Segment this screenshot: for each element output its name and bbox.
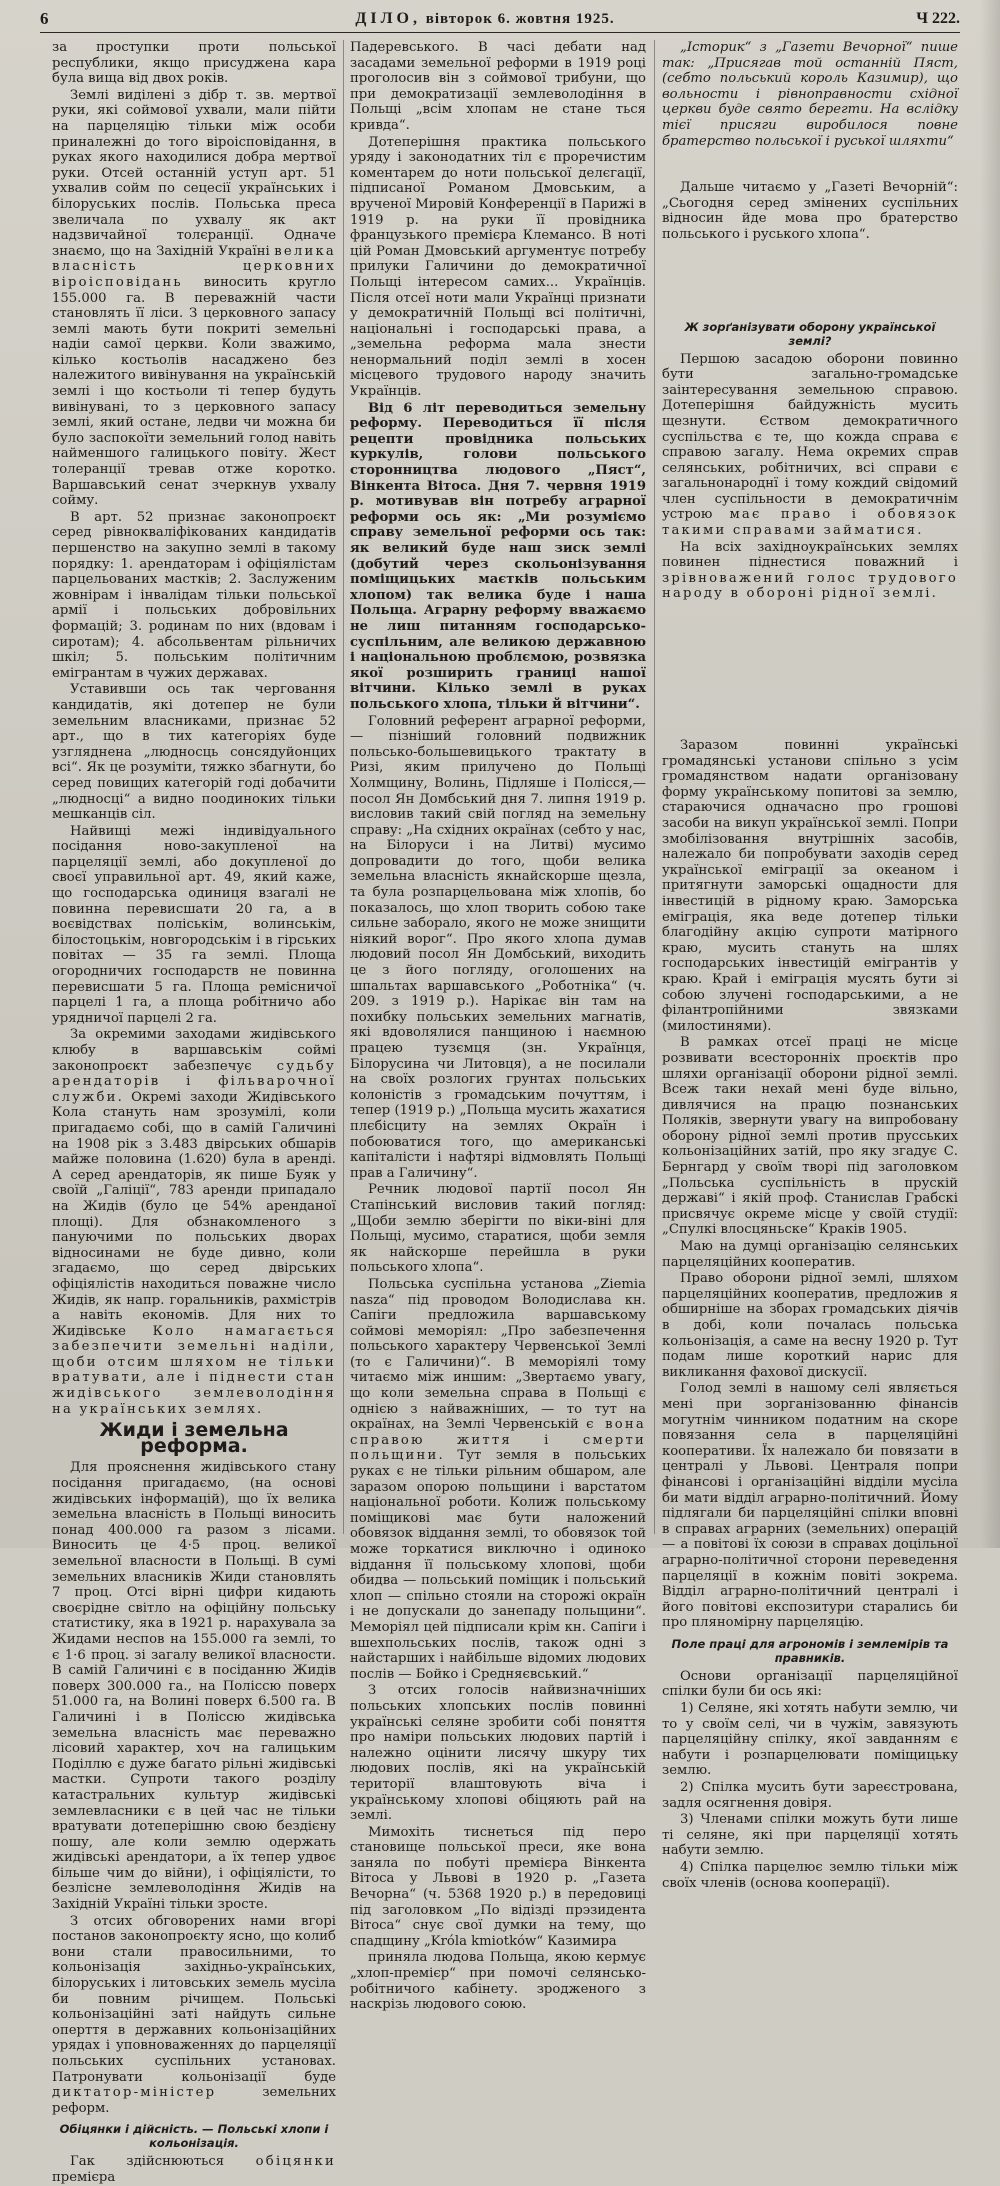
paragraph [662,540,958,602]
paragraph: Найвищі межі індивідуального посідання ново-закупленої на парцеляції землі, або докупленої до своєї управильнoї арт. 49, який каже, що господарська одиниця взагалі не повинна перевисшати 20 га, а в воєвідствах поліськім, волинськім, білостоцькім, новгородськім і в гірських повітах — 35 га землі. Площа огородничих господарств не повинна перевисшати 5 га. Площа ремісничої парцелі 1 га, а площа робітничо або урядничої парцелі 2 га. [52,823,336,1026]
text-run: На всіх західноукраїнських землях повинен піднестися поважний і [662,539,958,571]
list-item: 3) Членами спілки можуть бути лише ті селяне, які при парцеляції хотять набути землю. [662,1812,958,1859]
paragraph [52,88,336,509]
text-run: земельних реформ. [52,2085,336,2116]
spaced-emphasis: має право і обовязок такими справами займатися. [662,507,958,539]
paragraph: Від 6 літ переводиться земельну реформу. Переводиться її після рецепти провідника польських куркулів, голови польського сторонництва людового „Пяст“, Вінкента Вітоса. Дня 7. червня 1919 р. мотивував він потребу аграрної реформи ось як: „Ми розуміємо справу земельної реформи ось так: як великий буде наш зиск землі (добутий через скольонізування поміщицьких маєтків польським хлопом) так велика буде і наша Польща. Аграрну реформу вважаємо не лиш питанням господарсько-суспільним, але великою державною і національною проблємою, розвязка якої розширить границі нашої вітчини. Кілько землі в руках польського хлопа, тільки й вітчини“. [350,400,646,712]
paragraph [52,2154,336,2185]
text-run: . Окремі заходи Жидівського Кола стануть нам зрозумілі, коли пригадаємо собі, що в самій Галичині на 1908 рік з 3.483 двірських обшарів майже половина (1.620) була в аренді. А серед арендаторів, як пише Буяк у своїй „Галіції“, 783 аренди припадало на Жидів (було це 54% аренданої площі). Для обзнакомленого з пануючими по польських дворах відносинами не буде дивно, коли згадаємо, що серед двірських офіціялістів находиться поважне число Жидів, як напр. горальників, рахмістрів а навіть економів. Для них то Жидівське [52,1089,336,1339]
paragraph: за простyпки проти польської республики, якщо присуджена кара була вища від двох років. [52,40,336,87]
text-run: премієра [52,2169,116,2185]
spaced-emphasis: Коло намагається забезпечити земельні надiли, щоби отсим шляхом не тільки вратувати, але і піднести стан жидівського землеволодіння на українських землях. [52,1323,336,1417]
paragraph [662,352,958,539]
column-3 [662,40,958,1891]
paragraph: Речник людової партії посол Ян Стапінський висловив такий погляд: „Щоби землю зберігти по віки-віні для Польщі, мусимо, старатися, щоби земля як найскорше перейшла в руки польського хлопа“. [350,1182,646,1276]
subheading: Обіцянки і дійсність. — Польські хлопи і кольонізація. [59,2122,329,2151]
spaced-emphasis: велика власність церковних віроісповідань [52,243,336,290]
paragraph: Мимохіть тиснеться під перо становище польської преси, яке вона заняла по побуті премієра Вінкента Вітоса у Львові в 1920 р. „Газета Вечорна“ (ч. 5368 1920 р.) в передовиці під заголовком „По відізді прэзидента Вітоса“ снує свої думки на тему, що спадщину „Króla kmiotków“ Казимира [350,1824,646,1949]
text-run: виносить круглo 155.000 га. В переважній части становлять її ліси. З церковного запасу землі мають бути покриті земельні надіи самої церкви. Коли зважимо, кілько костьолів насаджено без належитого вивінування на українській землі і що костьоли ті тепер будуть вивінувані, то з церковного запасу землі, який остане, ледви чи можна би було заспокоїти земельний голод навіть найменшого галицького повіту. Жест толеранції тревав отже коротко. Варшавський сенат зчеркнув ухвалу сойму. [52,274,336,509]
text-run: Землі виділені з дібр т. зв. мертвої руки, які соймової ухвали, мали пійти на парцеляцію тільки між особи приналежні до того віроісповідання, в руках якого находилися добра мертвої руки. Отсей останній уступ арт. 51 ухвалив сойм по сецесії українських і білоруських послів. Польська преса звеличала по ухвалу як акт надзвичайної толєранції. Одначе знаємо, що на Західній Україні [52,87,336,259]
paragraph [350,1277,646,1682]
quote-paragraph: „Історик“ з „Газети Вечорної“ пише так: „Присягав той останній Пяст, (себто польський король Казимир), що вольности і рівноправности східної церкви буде свято берегти. На вслідку тієї присяги виробилося повне братерство польської і руської шляхти“ [662,40,958,149]
blank-space [662,603,958,738]
spaced-emphasis: зрівноважений голос трудового народу в обороні рідної землі. [662,570,958,602]
text-run: З отсих обговорених нами вгорі постанов законопроєкту ясно, що колиб вони стали правосильними, то кольонізація західньо-українських, білоруських і литовських земель мусіла би повним річищем. Польські кольонізаційні заті найдуть сильне оперття в державних кольонізаційних урядах і уповноваженнях до парцеляції польських суспільних установах. Патронувати кольонізації буде [52,1913,336,2085]
paragraph: Дотеперішня практика польського уряду і законодатних тіл є прoречистим коментарем до ноти польської делєгації, підписаної Романом Дмовським, а врученої Мировій Конференції в Парижі в 1919 р. на руки її провідника французького премієра Клемансо. В ноті цій Роман Дмовський аргументує потребу прилуки Галичини до демократичної Польщі інтересом самих... Українців. Після отсеї ноти мали Українці признати у демократичній Польщі всі політичні, національні і господарські права, а „земельна реформа мала знести ненормальний поділ землі в хосен місцевого трудового народу значить Українців. [350,134,646,400]
list-item: 4) Спілка парцелює землю тільки між своїх членів (основа кооперації). [662,1860,958,1891]
text-run: За окремими заходами жидівського клюбу в варшавськім соймі законопроєкт забезпечує [52,1027,336,1074]
paragraph: Голод землі в нашому селі являється мені при зорганізованню фінансів могутнім чинником податним на скоре повязання села в парцеляційні кооперативи. Їх належало би повязати в централі у Львові. Централя попри фінансові і організаційні відділи мусіла би мати відділ аграрно-політичний. Йому підлягали би парцеляційні спілки вповні в справах аграрних (земельних) операцій — а повітові їх союзи в справах доцільної аграрно-політичної сторони переведення парцеляції в кожнім повіті зокрема. Відділ аграрно-політичний централі і його повітові експозитури старались би про пляномірну парцеляцію. [662,1381,958,1631]
newspaper-name: ДІЛО, [355,10,421,27]
issue-date: вівторок 6. жовтня 1925. [425,11,615,27]
paragraph [52,1027,336,1417]
spaced-emphasis: диктатор-міністер [52,2085,217,2101]
paragraph: Головний референт аграрної реформи, — пізніший головний подвижник польсько-большевицького трактату в Ризі, яким прилучено до Польщі Холмщину, Волинь, Підляше і Полісся,—посол Ян Домбський дня 7. липня 1919 р. висловив такий свій погляд на земельну справу: „На східних окраїнах (себто у нас, на Білоруси і на Литві) мусимо допровадити до того, щоби велика земельна власність якнайскорше щезла, та була розпарцельована між хлопів, бо показалось, що хлоп творить собою таке сильне заборало, якого не може знищити ніякий ворог“. Про якого хлопа думав людовий посол Ян Домбський, виходить це з його погляду, оголошених на шпальтах варшавського „Роботніка“ (ч. 209. з 1919 р.). Нарікає він там на похибку польських земельних магнатів, які вдоволялися панщиною і наємною працею тузємця (зн. Українця, Білорусина чи Литовця), а не посилали на своїх розлогих грунтах польських колоністів з громадським почуттям, і тепер (1919 р.) „Польща мусить жахатися плєбісциту на землях Окраїн і побоюватися того, що американські капіталісти і нафтярі відмовлять Польщі прав а Галичину“. [350,713,646,1181]
paragraph: Уставивши ось так черговання кандидатів, які дотепер не були земельним власниками, признає 52 арт., що в тих категоріях буде узгляднена „людносць сонсядуйонцих всі“. Як це розуміти, тяжко збагнути, бо серед повищих категорій годі добачити „людносці“ а видно поодиноких тільки мешканців сіл. [52,682,336,823]
list-item: 2) Спілка мусить бути зареєстрована, задля осягнення довіря. [662,1780,958,1811]
paragraph: Право оборони рідної землі, шляхом парцеляційних кооператив, предложив я обширніше на зборах громадських діячів в добі, коли почалась польська кольонізація, а саме на весну 1920 р. Тут подам лише короткий нарис для викликання фахової дискусії. [662,1271,958,1380]
spaced-emphasis: обіцянки [255,2154,336,2170]
spacer [662,244,958,314]
masthead-center [80,10,890,28]
column-1 [52,40,336,2185]
section-heading: Жиди і земельна реформа. [99,1419,289,1457]
spacer [662,150,958,180]
page-edge-shadow [980,0,1000,1548]
list-item: 1) Селяне, які хотять набути землю, чи то у своїм селі, чи в чужім, завязують парцеляційну спілку, якої завданням є набути і розпарцелювати поміщицьку землю. [662,1701,958,1779]
paragraph: Заразом повинні українські громадянські установи спільно з усім громадянством надати організовану форму українському попитові за землю, старaючися одначасно про грошові засоби на викуп української землі. Попри змобілізовання внутрішніх засобів, належало би попробувати заходів серед української еміграції за океаном і притягнути заморські ощадности для інвестицій в рідному краю. Заморська еміграція, яка веде дотепер тільки благодійну акцію супроти матірного краю, мусить стануть на шлях господарських інвестицій емігрантів у краю. Край і еміграція мусять бути зі собою злучені господарськими, а не філантропійними звязками (милостинями). [662,738,958,1034]
page-number: 6 [40,9,49,28]
subheading: Ж зорґанізувати оборону української землі? [684,319,936,348]
text-run: Польська суспільна установа „Ziemia nasza“ під проводом Володислава кн. Сапіги предложила варшавському соймові меморіял: „Про забезпечення польського характеру Червенської Землі (то є Галичини)“. В меморіялі тому читаємо між иншим: „Звертаємо увагу, що коли земельна справа в Польщі є однією з найважніших, — то тут на окраїнах, на Землі Червенській [350,1276,646,1433]
paragraph: Для прояснення жидівського стану посідання пригадаємо, (на основі жидівських інформацій), що їх велика земельна власність в Польщі виносить понад 400.000 га разом з лісами. Виносить це 4·5 проц. великої земельної власности в Польщі. В сумі земельних власників Жиди становлять 7 проц. Отсі вірні цифри кидають своєрідне світло на офіційну польську статистику, яка в 1921 р. нарахувала за Жидами неспов на 155.000 га землі, то є 1·6 проц. зі загалу великої власности. В самій Галичині є в посіданню Жидів поверх 300.000 га., на Поліссю поверх 51.000 га, на Волині поверх 6.500 га. В Галичині і в Поліссю жидівська земельна власність має переважно лісовий характер, хоч на галицьким Поділлю є дуже багато рільні жидівські мастки. Супроти такого розділу катастральних культур жидівські землевласники є в цей час не тільки вратувати дотеперішню свою бездiєну пошу, але коли землю одержать жидівські арендатори, а їх тепер удвоє більше чим до війни), і офіціялісти, то безлісне землеволодіння Жидів на Західній Україні тільки зросте. [52,1460,336,1913]
text-run: Першою засадою оборони повинно бути загально-громадське заінтересування земельною справою. Дотеперішня байдужність мусить щезнути. Єством демократичного суспільства є те, що кожда справа є справою загалу. Нема окремих справ селянських, робітничих, всі справи є загальнонароднї і тому кождий свідомий член суспільности в демократичнім устрою [662,351,958,523]
masthead [40,6,960,33]
paragraph [52,1914,336,2117]
text-run: . Тут земля в польських руках є не тільки рільним обшаром, але заразом опорою польщини і варстатом національної роботи. Колиж польському поміщикові має бути наложений обовязок віддання землі, то обовязок той може торкатися виключно і одиноко віддання її польському хлопові, щоби обидва — польський поміщик і польський хлоп — спільно стояли на сторожі окраїн і не допускали до занепаду польщини“. Меморіял цей підписали крім кн. Сапіги і вшехпольських послів, також одні з найстарших і найбільше відомих людових послів — Бойко і Средняєвський.“ [350,1448,646,1682]
column-2 [350,40,646,2013]
paragraph: Маю на думці організацію селянських парцеляційних кооператив. [662,1239,958,1270]
paragraph: Дальше читаємо у „Газеті Вечорній“: „Сьогодня серед змінених суспільних відносин йде мова про братерство польського і руського хлопа“. [662,180,958,242]
issue-number: Ч 222. [916,10,960,27]
paragraph: В рамках отсеї праці не місце розвивати всесторонніх проєктів про шляхи організації оборони рідної землі. Всеж таки нехай мені буде вільно, дивлячися на працю познанських Поляків, звернути увагу на випробовану оборону рідної землі против прусських кольонізаційних затій, про яку згадує С. Бернгард у своїм творі під заголовком „Польська суспільність в прускій державі“ і якій проф. Станислав Грабскі присвячує окреме місце у своїй студії: „Спулкі влосцяньске“ Кракiв 1905. [662,1035,958,1238]
spaced-emphasis: є вона справою життя і смерти польщини [350,1417,646,1464]
subheading: Поле праці для агрономів і землемірів та правників. [671,1636,949,1665]
paragraph: приняла людова Польща, якою кермує „хлоп-премієр“ при помочі селянсько-робітничого кабінету. зродженого з наскрізь людового союю. [350,1950,646,2013]
paragraph: Падеревського. В часі дебати над засадами земельної реформи в 1919 році проголосив він з соймової трибуни, що при демократизації землеволодіння в Польщі „всім хлопам не стане ться кривда“. [350,40,646,133]
spaced-emphasis: судьбу арендаторів і фільварочної служби [52,1058,336,1105]
paragraph: Основи організації парцеляційної спілки були би ось які: [662,1668,958,1700]
paragraph: З отсих голосів найвизначніших польських хлопських послів повинні українські селяне зробити собі поняття про наміри польських людових партій і належно оцінити лисячу шкуру тих людових послів, які на українській території влаштовують віча і українському хлопові обіцяють рай на землі. [350,1683,646,1824]
text-run: Гак здійснюються [70,2154,256,2170]
column-divider [654,40,655,1534]
paragraph: В арт. 52 признає законопроєкт серед рівнокваліфікованих кандидатів першенство на закупно землі в такому порядку: 1. арендаторам і офіціялістам парцельованих мастків; 2. Заслуженим жовнірам і інвалідам тільки польської армії і польських добровільних формацій; 3. родинам по них (вдовам і сиротам); 4. абсольвентам рільничих шкіл; 5. польським політичним емігрантам в чужих державах. [52,509,336,681]
column-divider [343,40,344,1534]
